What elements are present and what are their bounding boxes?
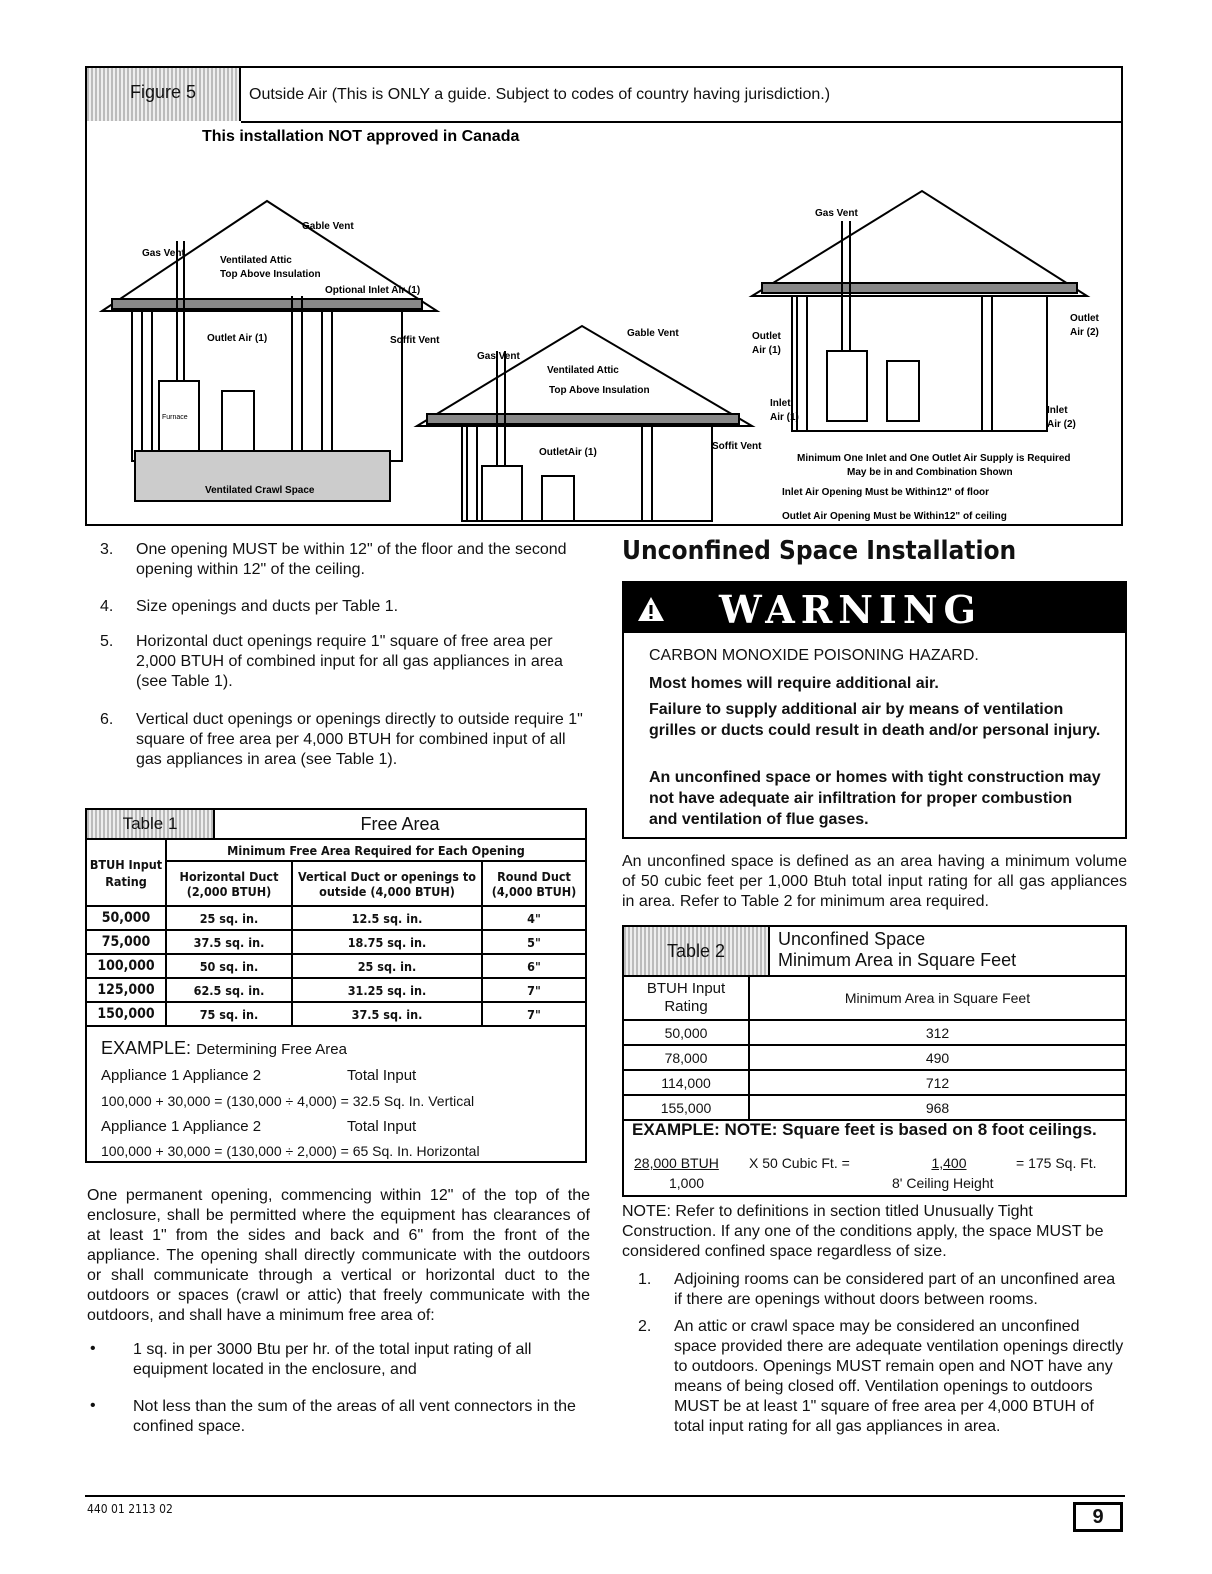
ventilation-diagram	[87, 121, 1121, 526]
table-1-title: Free Area	[215, 810, 585, 840]
svg-text:Ventilated Attic: Ventilated Attic	[547, 365, 619, 376]
table-row: 50,000 25 sq. in. 12.5 sq. in. 4"	[86, 906, 586, 930]
svg-text:Gas Vent: Gas Vent	[142, 248, 185, 259]
page-number: 9	[1073, 1502, 1123, 1532]
svg-text:Air (1): Air (1)	[770, 412, 799, 423]
table-row: 100,000 50 sq. in. 25 sq. in. 6"	[86, 954, 586, 978]
svg-text:Gas Vent: Gas Vent	[477, 351, 520, 362]
warning-box: WARNING CARBON MONOXIDE POISONING HAZARD. Most homes will require additional air. Failure to supply additional air by means of ventilation grilles or ducts could result in death and/or personal injury. An unconfined space or homes with tight construction may not have adequate air infiltration for proper combustion and ventilation of flue gases.	[622, 581, 1127, 839]
svg-text:Air (2): Air (2)	[1070, 327, 1099, 338]
unconfined-paragraph: An unconfined space is defined as an area having a minimum volume of 50 cubic feet per 1,000 Btuh total input rating for all gas appliances in area. Refer to Table 2 for minimum area required.	[622, 853, 1127, 910]
section-heading: Unconfined Space Installation	[622, 536, 1017, 566]
svg-text:Air (1): Air (1)	[752, 345, 781, 356]
table-1-example: EXAMPLE: Determining Free Area	[101, 1038, 347, 1058]
svg-text:Ventilated Crawl Space: Ventilated Crawl Space	[205, 485, 315, 496]
svg-text:Top Above Insulation: Top Above Insulation	[549, 385, 650, 396]
svg-text:Inlet: Inlet	[1047, 405, 1068, 416]
svg-text:Gable Vent: Gable Vent	[627, 328, 679, 339]
table-row: 75,000 37.5 sq. in. 18.75 sq. in. 5"	[86, 930, 586, 954]
table-row: 150,000 75 sq. in. 37.5 sq. in. 7"	[86, 1002, 586, 1026]
warning-word: WARNING	[719, 587, 983, 632]
svg-text:Gas Vent: Gas Vent	[815, 208, 858, 219]
svg-text:Outlet: Outlet	[1070, 313, 1099, 324]
table-1-tab: Table 1	[87, 810, 215, 840]
table-1: Table 1 Free Area BTUH Input Rating Minimum Free Area Required for Each Opening Horizontal Duct (2,000 BTUH) Vertical Duct or openings to outside (4,000 BTUH) Round Duct (4,000 BTUH) 50,000 25 sq. in. 12.5 sq. in. 4" 75,000 37.5 sq. in. 18.75 sq. in. 5" 100,000 50 sq. in. 25 sq. in. 6" 125,000 62.5 sq. in. 31.25 sq. in. 7" 150,000 75 sq. in. 37.5 sq. in. 7" EXAMPLE: Determining Free Area Appliance 1 Appliance 2 Total Input 100,000 + 30,000 = (130,000 ÷ 4,000) = 32.5 Sq. In. Vertical Appliance 1 Appliance 2 Total Input 100,000 + 30,000 = (130,000 ÷ 2,000) = 65 Sq. In. Horizontal	[85, 808, 587, 1163]
svg-text:Soffit Vent: Soffit Vent	[390, 335, 440, 346]
svg-text:Outlet Air (1): Outlet Air (1)	[207, 333, 268, 344]
svg-text:Gable Vent: Gable Vent	[302, 221, 354, 232]
svg-text:May be in and Combination Show: May be in and Combination Shown	[847, 467, 1013, 478]
table-1-grid: BTUH Input Rating Minimum Free Area Required for Each Opening Horizontal Duct (2,000 BTUH) Vertical Duct or openings to outside (4,000 BTUH) Round Duct (4,000 BTUH) 50,000 25 sq. in. 12.5 sq. in. 4" 75,000 37.5 sq. in. 18.75 sq. in. 5" 100,000 50 sq. in. 25 sq. in. 6" 125,000 62.5 sq. in. 31.25 sq. in. 7" 150,000 75 sq. in. 37.5 sq. in. 7"	[85, 838, 587, 1027]
table-row: 125,000 62.5 sq. in. 31.25 sq. in. 7"	[86, 978, 586, 1002]
figure-tab: Figure 5	[87, 68, 241, 121]
svg-text:Optional Inlet Air (1): Optional Inlet Air (1)	[325, 285, 421, 296]
table-2-tab: Table 2	[624, 927, 770, 977]
svg-text:Top Above Insulation: Top Above Insulation	[220, 269, 321, 280]
svg-text:Outlet: Outlet	[752, 331, 781, 342]
svg-text:Inlet Air Opening Must be With: Inlet Air Opening Must be Within12" of floor	[782, 487, 990, 498]
not-canada-label: This installation NOT approved in Canada	[202, 128, 520, 145]
note-paragraph: NOTE: Refer to definitions in section titled Unusually Tight Construction. If any one of the conditions apply, the space MUST be considered confined space regardless of size.	[622, 1203, 1104, 1260]
warning-icon	[636, 595, 666, 623]
figure-5	[85, 66, 1123, 526]
svg-text:Furnace: Furnace	[162, 414, 188, 421]
svg-text:Outlet Air Opening Must be Wit: Outlet Air Opening Must be Within12" of ceiling	[782, 511, 1007, 522]
table-2: Table 2 Unconfined Space Minimum Area in Square Feet BTUH Input Rating Minimum Area in Square Feet 50,000 312 78,000 490 114,000 712 155,000 968 EXAMPLE: NOTE: Square feet is based on 8 foot ceilings. 28,000 BTUH X 50 Cubic Ft. = 1,400 = 175 Sq. Ft. 1,000 8' Ceiling Height	[622, 925, 1127, 1197]
figure-title: Outside Air (This is ONLY a guide. Subject to codes of country having jurisdiction.)	[241, 68, 1121, 123]
permanent-opening-paragraph: One permanent opening, commencing within 12" of the top of the enclosure, shall be permitted where the equipment has clearances of at least 1" from the sides and back and 6" from the front of the appliance. The opening shall directly communicate with the outdoors or shall communicate through a vertical or horizontal duct to the outdoors or spaces (crawl or attic) that freely communicate with the outdoors, and shall have a minimum free area of:	[87, 1187, 590, 1324]
svg-text:OutletAir (1): OutletAir (1)	[539, 447, 597, 458]
svg-text:Soffit Vent: Soffit Vent	[712, 441, 762, 452]
table-row: 155,000 968	[623, 1095, 1126, 1120]
svg-text:Minimum One Inlet and One Outl: Minimum One Inlet and One Outlet Air Supply is Required	[797, 453, 1071, 464]
table-row: 114,000 712	[623, 1070, 1126, 1095]
table-2-example: EXAMPLE: NOTE: Square feet is based on 8 foot ceilings.	[632, 1120, 1097, 1139]
table-2-grid: BTUH Input Rating Minimum Area in Square Feet 50,000 312 78,000 490 114,000 712 155,000 968	[622, 975, 1127, 1121]
table-row: 78,000 490	[623, 1045, 1126, 1070]
svg-text:Inlet: Inlet	[770, 398, 791, 409]
document-code: 440 01 2113 02	[87, 1502, 173, 1516]
svg-text:Ventilated Attic: Ventilated Attic	[220, 255, 292, 266]
table-row: 50,000 312	[623, 1020, 1126, 1045]
footer-rule	[85, 1495, 1125, 1497]
svg-text:Air (2): Air (2)	[1047, 419, 1076, 430]
